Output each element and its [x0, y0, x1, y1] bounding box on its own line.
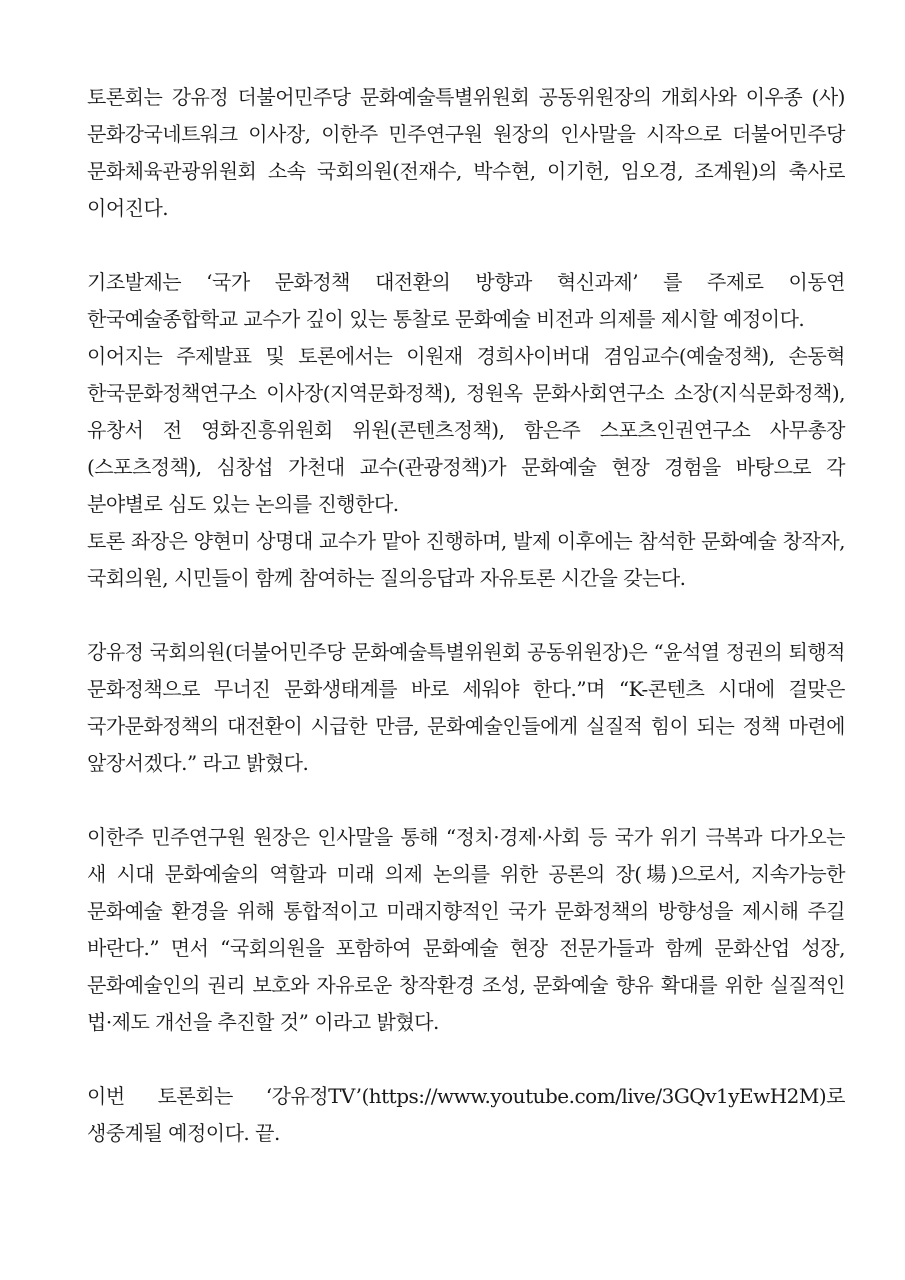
- paragraph-lee-quote: 이한주 민주연구원 원장은 인사말을 통해 “정치·경제·사회 등 국가 위기 극복과 다가오는 새 시대 문화예술의 역할과 미래 의제 논의를 위한 공론의 장(場)으로서, 지속가능한 문화예술 환경을 위해 통합적이고 미래지향적인 국가 문화정책의 방향성을 제시해 주길 바란다.” 면서 “국회의원을 포함하여 문화예술 현장 전문가들과 함께 문화산업 성장, 문화예술인의 권리 보호와 자유로운 창작환경 조성, 문화예술 향유 확대를 위한 실질적인 법·제도 개선을 추진할 것” 이라고 밝혔다.: [87, 825, 845, 1034]
- document-body: [87, 79, 845, 1152]
- paragraph-moderator: 토론 좌장은 양현미 상명대 교수가 맡아 진행하며, 발제 이후에는 참석한 문화예술 창작자, 국회의원, 시민들이 함께 참여하는 질의응답과 자유토론 시간을 갖는다.: [87, 529, 845, 590]
- paragraph-keynote: 기조발제는 ‘국가 문화정책 대전환의 방향과 혁신과제’ 를 주제로 이동연 한국예술종합학교 교수가 깊이 있는 통찰로 문화예술 비전과 의제를 제시할 예정이다.: [87, 270, 845, 331]
- paragraph-kang-quote: 강유정 국회의원(더불어민주당 문화예술특별위원회 공동위원장)은 “윤석열 정권의 퇴행적 문화정책으로 무너진 문화생태계를 바로 세워야 한다.”며 “K-콘텐츠 시대에 걸맞은 국가문화정책의 대전환이 시급한 만큼, 문화예술인들에게 실질적 힘이 되는 정책 마련에 앞장서겠다.” 라고 밝혔다.: [87, 640, 845, 775]
- paragraph-broadcast: 이번 토론회는 ‘강유정TV’(https://www.youtube.com/live/3GQv1yEwH2M)로 생중계될 예정이다. 끝.: [87, 1084, 845, 1145]
- paragraph-presentations: 이어지는 주제발표 및 토론에서는 이원재 경희사이버대 겸임교수(예술정책), 손동혁 한국문화정책연구소 이사장(지역문화정책), 정원옥 문화사회연구소 소장(지식문화정책), 유창서 전 영화진흥위원회 위원(콘텐츠정책), 함은주 스포츠인권연구소 사무총장(스포츠정책), 심창섭 가천대 교수(관광정책)가 문화예술 현장 경험을 바탕으로 각 분야별로 심도 있는 논의를 진행한다.: [87, 344, 845, 516]
- paragraph-opening-remarks: 토론회는 강유정 더불어민주당 문화예술특별위원회 공동위원장의 개회사와 이우종 (사)문화강국네트워크 이사장, 이한주 민주연구원 원장의 인사말을 시작으로 더불어민주당 문화체육관광위원회 소속 국회의원(전재수, 박수현, 이기헌, 임오경, 조계원)의 축사로 이어진다.: [87, 85, 845, 220]
